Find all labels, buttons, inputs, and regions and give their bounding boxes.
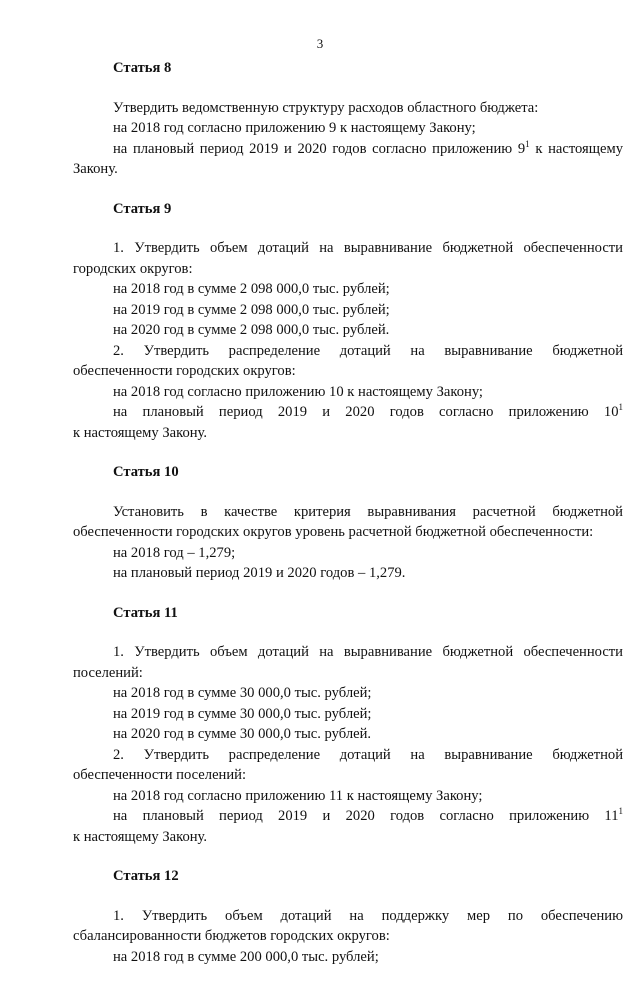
paragraph-line: 2. Утвердить распределение дотаций на выравнивание бюджетной: [113, 342, 623, 359]
page-number: 3: [316, 36, 324, 51]
paragraph-line: на 2019 год в сумме 30 000,0 тыс. рублей;: [113, 705, 372, 722]
article-10: [73, 462, 623, 584]
article-heading: Статья 11: [113, 604, 178, 621]
paragraph-line: на 2020 год в сумме 30 000,0 тыс. рублей.: [113, 726, 372, 742]
text-fragment: на плановый период 2019 и 2020 годов согласно приложению 9: [113, 140, 526, 157]
paragraph-line: обеспеченности поселений:: [73, 767, 247, 783]
paragraph-line: 1. Утвердить объем дотаций на поддержку мер по обеспечению: [113, 907, 623, 924]
article-8: [73, 58, 623, 180]
paragraph-line: обеспеченности городских округов уровень расчетной бюджетной обеспеченности:: [73, 524, 594, 540]
paragraph-line: на 2018 год в сумме 2 098 000,0 тыс. рублей;: [113, 281, 390, 297]
paragraph-line: на 2018 год согласно приложению 9 к настоящему Закону;: [113, 120, 476, 136]
paragraph-line: к настоящему Закону.: [73, 828, 208, 845]
paragraph-line: к настоящему Закону.: [73, 424, 208, 441]
article-heading: Статья 8: [113, 60, 172, 76]
article-9: [73, 199, 623, 444]
article-heading: Статья 12: [113, 868, 179, 884]
article-body: [73, 906, 623, 968]
paragraph-line: на 2018 год согласно приложению 11 к настоящему Закону;: [113, 787, 483, 804]
paragraph-line: поселений:: [73, 664, 143, 681]
superscript: 1: [618, 402, 623, 413]
article-11: [73, 603, 623, 848]
article-12: [73, 866, 623, 967]
paragraph-line: на 2018 год согласно приложению 10 к настоящему Закону;: [113, 383, 483, 400]
paragraph-line: [73, 402, 623, 423]
paragraph-line: на 2018 год – 1,279;: [113, 544, 236, 561]
superscript: 1: [525, 138, 530, 149]
article-heading: Статья 10: [113, 464, 179, 480]
text-fragment: на плановый период 2019 и 2020 годов согласно приложению 11: [113, 808, 619, 824]
paragraph-line: [73, 139, 623, 160]
paragraph-line: на плановый период 2019 и 2020 годов – 1,279.: [113, 565, 406, 581]
article-body: [73, 238, 623, 443]
paragraph-line: [73, 806, 623, 827]
paragraph-line: на 2018 год в сумме 200 000,0 тыс. рублей;: [113, 948, 379, 965]
paragraph-line: 2. Утвердить распределение дотаций на выравнивание бюджетной: [113, 746, 623, 763]
text-fragment: к настоящему: [535, 140, 623, 157]
paragraph-line: Утвердить ведомственную структуру расходов областного бюджета:: [113, 99, 539, 116]
paragraph-line: на 2018 год в сумме 30 000,0 тыс. рублей;: [113, 685, 372, 701]
paragraph-line: Закону.: [73, 161, 118, 177]
paragraph-line: 1. Утвердить объем дотаций на выравнивание бюджетной обеспеченности: [113, 240, 623, 256]
superscript: 1: [618, 806, 623, 817]
paragraph-line: городских округов:: [73, 260, 193, 277]
article-heading: Статья 9: [113, 200, 172, 217]
document-body: [73, 58, 623, 986]
article-body: [73, 642, 623, 847]
paragraph-line: на 2019 год в сумме 2 098 000,0 тыс. рублей;: [113, 301, 390, 318]
article-body: [73, 98, 623, 180]
paragraph-line: на 2020 год в сумме 2 098 000,0 тыс. рублей.: [113, 322, 390, 338]
paragraph-line: сбалансированности бюджетов городских округов:: [73, 928, 390, 944]
article-body: [73, 502, 623, 584]
paragraph-line: 1. Утвердить объем дотаций на выравнивание бюджетной обеспеченности: [113, 644, 623, 660]
text-fragment: на плановый период 2019 и 2020 годов согласно приложению 10: [113, 404, 619, 420]
paragraph-line: Установить в качестве критерия выравнивания расчетной бюджетной: [113, 503, 623, 520]
paragraph-line: обеспеченности городских округов:: [73, 363, 296, 379]
